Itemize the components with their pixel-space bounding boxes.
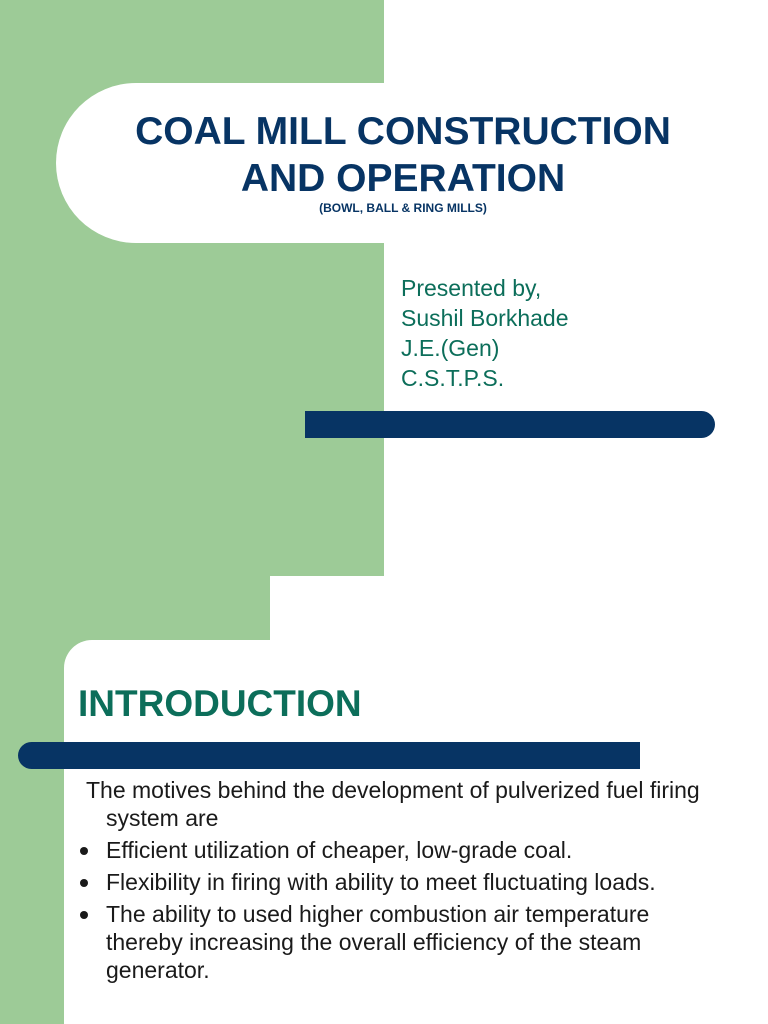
- bullet-dot-icon: [80, 847, 88, 855]
- bullet-list: [86, 836, 726, 984]
- bullet-dot-icon: [80, 911, 88, 919]
- list-item: [86, 868, 726, 896]
- title-line-2: AND OPERATION: [240, 157, 566, 200]
- bullet-text: Efficient utilization of cheaper, low-grade coal.: [106, 837, 573, 863]
- navy-divider-bar: [305, 411, 715, 438]
- bullet-text: The ability to used higher combustion air temperature thereby increasing the overall efficiency of the steam generator.: [106, 901, 650, 983]
- presenter-name: Sushil Borkhade: [401, 305, 569, 331]
- presenter-block: [401, 273, 569, 393]
- list-item: [86, 900, 726, 984]
- slide-body: [86, 776, 726, 988]
- presenter-designation: J.E.(Gen): [401, 335, 500, 361]
- section-heading: INTRODUCTION: [78, 683, 362, 724]
- presenter-line: Presented by,: [401, 275, 542, 301]
- slide-introduction: [0, 576, 768, 1024]
- slide-subtitle: (BOWL, BALL & RING MILLS): [319, 201, 487, 215]
- navy-divider-bar: [18, 742, 640, 769]
- title-line-1: COAL MILL CONSTRUCTION: [135, 110, 671, 153]
- presenter-organization: C.S.T.P.S.: [401, 365, 505, 391]
- list-item: [86, 836, 726, 864]
- bullet-dot-icon: [80, 879, 88, 887]
- slide-title-heading: [56, 108, 750, 202]
- intro-paragraph: The motives behind the development of pulverized fuel firing system are: [86, 777, 700, 831]
- bullet-text: Flexibility in firing with ability to meet fluctuating loads.: [106, 869, 656, 895]
